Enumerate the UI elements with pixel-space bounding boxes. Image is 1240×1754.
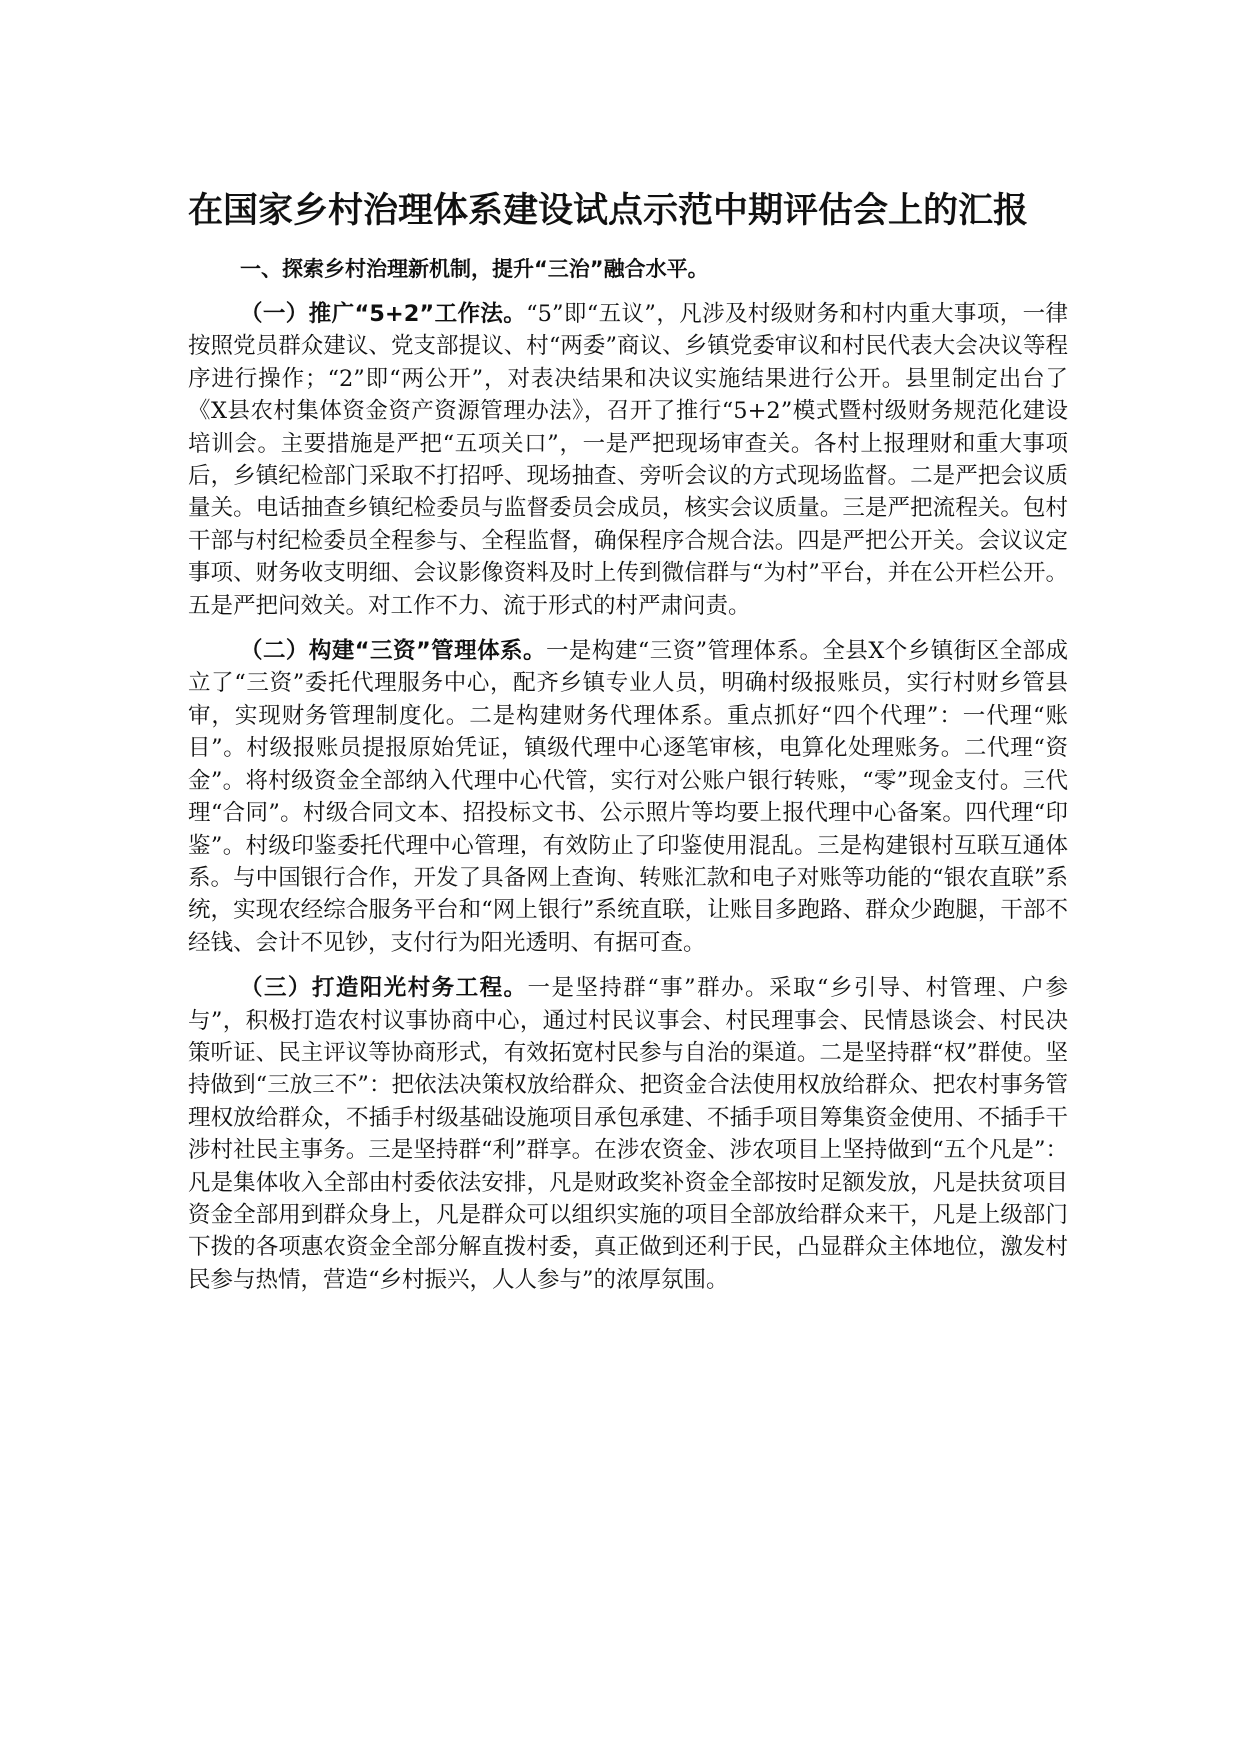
paragraph-3 xyxy=(188,972,1068,1296)
paragraph-3-body: 一是坚持群“事”群办。采取“乡引导、村管理、户参与”，积极打造农村议事协商中心，通过村民议事会、村民理事会、民情恳谈会、村民决策听证、民主评议等协商形式，有效拓宽村民参与自治的渠道。二是坚持群“权”群使。坚持做到“三放三不”：把依法决策权放给群众、把资金合法使用权放给群众、把农村事务管理权放给群众，不插手村级基础设施项目承包承建、不插手项目筹集资金使用、不插手干涉村社民主事务。三是坚持群“利”群享。在涉农资金、涉农项目上坚持做到“五个凡是”：凡是集体收入全部由村委依法安排，凡是财政奖补资金全部按时足额发放，凡是扶贫项目资金全部用到群众身上，凡是群众可以组织实施的项目全部放给群众来干，凡是上级部门下拨的各项惠农资金全部分解直拨村委，真正做到还利于民，凸显群众主体地位，激发村民参与热情，营造“乡村振兴，人人参与”的浓厚氛围。 xyxy=(188,975,1068,1293)
paragraph-2-lead: （二）构建“三资”管理体系。 xyxy=(240,638,546,665)
paragraph-3-lead: （三）打造阳光村务工程。 xyxy=(240,975,528,1002)
document-page xyxy=(188,180,1068,1309)
paragraph-1-body: “5”即“五议”，凡涉及村级财务和村内重大事项，一律按照党员群众建议、党支部提议、村“两委”商议、乡镇党委审议和村民代表大会决议等程序进行操作；“2”即“两公开”，对表决结果和决议实施结果进行公开。县里制定出台了《X县农村集体资金资产资源管理办法》，召开了推行“5+2”模式暨村级财务规范化建设培训会。主要措施是严把“五项关口”，一是严把现场审查关。各村上报理财和重大事项后，乡镇纪检部门采取不打招呼、现场抽查、旁听会议的方式现场监督。二是严把会议质量关。电话抽查乡镇纪检委员与监督委员会成员，核实会议质量。三是严把流程关。包村干部与村纪检委员全程参与、全程监督，确保程序合规合法。四是严把公开关。会议议定事项、财务收支明细、会议影像资料及时上传到微信群与“为村”平台，并在公开栏公开。五是严把问效关。对工作不力、流于形式的村严肃问责。 xyxy=(188,301,1068,619)
paragraph-2-body: 一是构建“三资”管理体系。全县X个乡镇街区全部成立了“三资”委托代理服务中心，配齐乡镇专业人员，明确村级报账员，实行村财乡管县审，实现财务管理制度化。二是构建财务代理体系。重点抓好“四个代理”：一代理“账目”。村级报账员提报原始凭证，镇级代理中心逐笔审核，电算化处理账务。二代理“资金”。将村级资金全部纳入代理中心代管，实行对公账户银行转账，“零”现金支付。三代理“合同”。村级合同文本、招投标文书、公示照片等均要上报代理中心备案。四代理“印鉴”。村级印鉴委托代理中心管理，有效防止了印鉴使用混乱。三是构建银村互联互通体系。与中国银行合作，开发了具备网上查询、转账汇款和电子对账等功能的“银农直联”系统，实现农经综合服务平台和“网上银行”系统直联，让账目多跑路、群众少跑腿，干部不经钱、会计不见钞，支付行为阳光透明、有据可查。 xyxy=(188,638,1068,956)
section-heading-1: 一、探索乡村治理新机制，提升“三治”融合水平。 xyxy=(240,257,709,281)
paragraph-1 xyxy=(188,298,1068,622)
paragraph-1-lead: （一）推广“5+2”工作法。 xyxy=(240,301,527,327)
paragraph-2 xyxy=(188,635,1068,959)
document-title: 在国家乡村治理体系建设试点示范中期评估会上的汇报 xyxy=(188,191,1029,231)
